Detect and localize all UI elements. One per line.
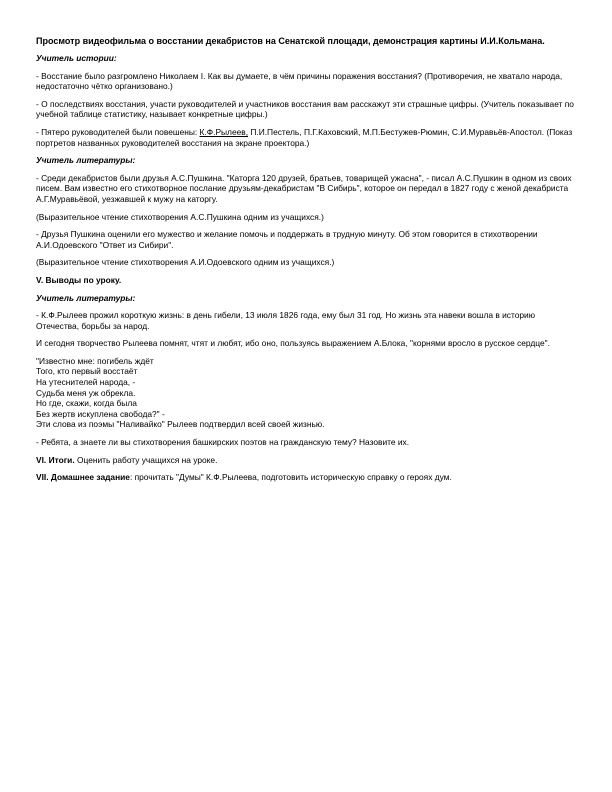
poem-line: Судьба меня уж обрекла. [36, 387, 136, 398]
executed-intro: - Пятеро руководителей были повешены: [36, 126, 200, 137]
document-title: Просмотр видеофильма о восстании декабристов на Сенатской площади, демонстрация картины И.И.Кольмана. [36, 36, 545, 46]
role-heading-literature: Учитель литературы: [36, 155, 136, 166]
paragraph-odoevsky: - Друзья Пушкина оценили его мужество и желание помочь и поддержать в трудную минуту. Об этом говорится в стихотворении А.И.Одоевского "Ответ из Сибири". [36, 229, 538, 250]
poem-line: Но где, скажи, когда была [36, 398, 137, 409]
homework-label: VII. Домашнее задание [36, 472, 130, 483]
section-results [36, 455, 576, 466]
ryleev-link[interactable]: К.Ф.Рылеев, [199, 126, 249, 137]
document-page [36, 36, 576, 490]
poem-line: На утеснителей народа, - [36, 377, 136, 388]
paragraph-ryleev-memory: И сегодня творчество Рылеева помнят, чтят и любят, ибо оно, пользуясь выражением А.Блока, "корнями вросло в русское сердце". [36, 338, 550, 349]
poem-line: Без жертв искуплена свобода?" - [36, 408, 165, 419]
poem-line: Того, кто первый восстаёт [36, 366, 138, 377]
homework-text: : прочитать "Думы" К.Ф.Рылеева, подготовить историческую справку о героях дум. [129, 472, 452, 483]
paragraph-executed-leaders [36, 127, 576, 148]
paragraph-defeat-reasons: - Восстание было разгромлено Николаем I. Как вы думаете, в чём причины поражения восстания? (Противоречия, не хватало народа, недостаточно чётко организовано.) [36, 70, 563, 92]
paragraph-ryleev-life: - К.Ф.Рылеев прожил короткую жизнь: в день гибели, 13 июля 1826 года, ему был 31 год. Но жизнь эта навеки вошла в историю Отечества, борьбы за народ. [36, 310, 535, 331]
paragraph-bashkir-question: - Ребята, а знаете ли вы стихотворения башкирских поэтов на гражданскую тему? Назовите их. [36, 437, 410, 448]
results-label: VI. Итоги. [36, 454, 75, 465]
role-heading-history: Учитель истории: [36, 53, 117, 63]
section-homework [36, 472, 576, 483]
paragraph-odoevsky-reading: (Выразительное чтение стихотворения А.И.Одоевского одним из учащихся.) [36, 257, 335, 268]
section-heading-conclusions: V. Выводы по уроку. [36, 274, 122, 285]
role-heading-literature-2: Учитель литературы: [36, 292, 136, 303]
results-text: Оценить работу учащихся на уроке. [74, 454, 218, 465]
paragraph-pushkin-reading: (Выразительное чтение стихотворения А.С.Пушкина одним из учащихся.) [36, 211, 324, 222]
poem-line: "Известно мне: погибель ждёт [36, 355, 154, 366]
executed-rest: П.И.Пестель, П.Г.Каховский, М.П.Бестужев-Рюмин, С.И.Муравьёв-Апостол. (Показ портретов названных руководителей восстания на экране проектора.) [36, 126, 573, 148]
paragraph-consequences: - О последствиях восстания, участи руководителей и участников восстания вам расскажут эти страшные цифры. (Учитель показывает по учебной таблице статистику, называет конкретные цифры.) [36, 98, 574, 120]
poem-quote [36, 356, 576, 430]
poem-line: Эти слова из поэмы "Наливайко" Рылеев подтвердил всей своей жизнью. [36, 419, 325, 430]
paragraph-pushkin-friends: - Среди декабристов были друзья А.С.Пушкина. "Каторга 120 друзей, братьев, товарищей ужасна", - писал А.С.Пушкин в одном из своих писем. Вам известно его стихотворное послание друзьям-декабристам "В Сибирь", которое он передал в 1827 году с женой декабриста А.Г.Муравьёвой, уезжавшей к мужу на каторгу. [36, 172, 572, 204]
